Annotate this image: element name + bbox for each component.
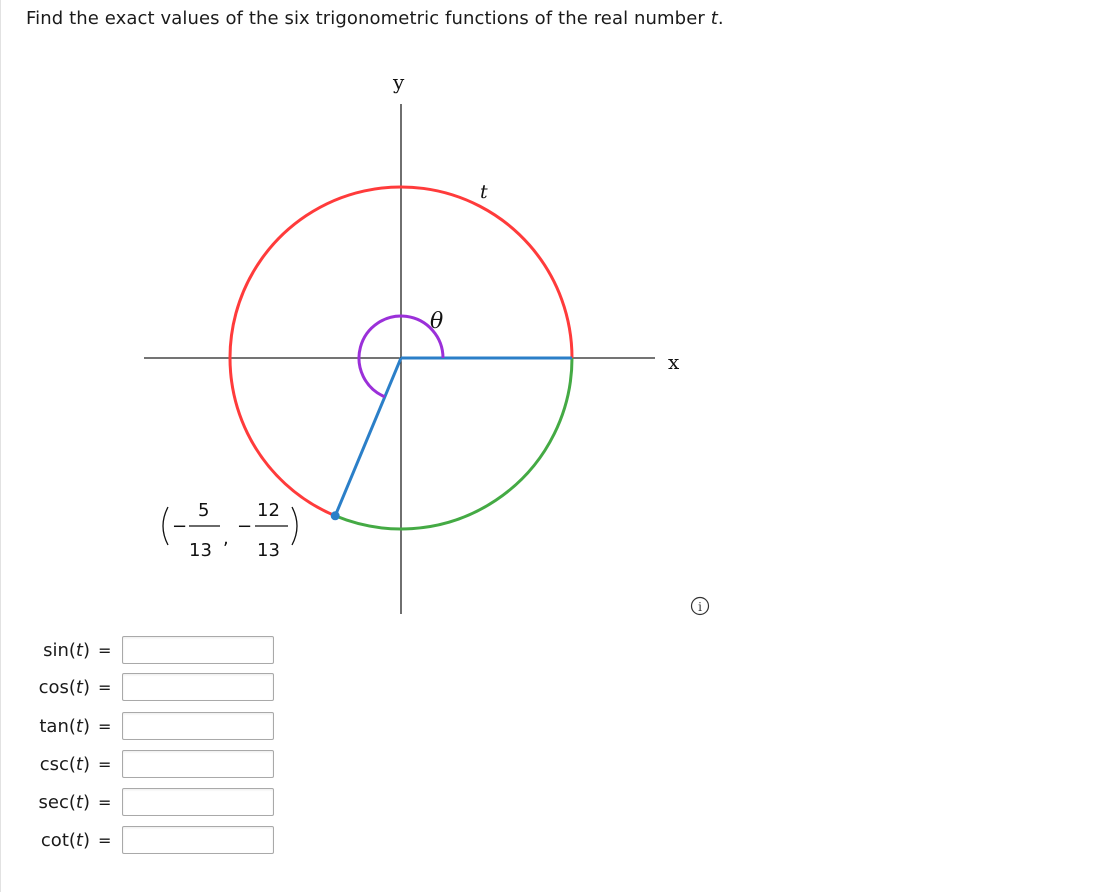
comma: , <box>223 528 229 549</box>
function-label: sec(t) <box>38 792 90 813</box>
answer-row-cos <box>0 673 300 703</box>
equals-sign: = <box>98 717 112 736</box>
info-icon[interactable] <box>690 596 710 616</box>
theta-label: θ <box>430 309 444 334</box>
terminal-ray <box>335 358 401 516</box>
x-numerator: 5 <box>198 500 210 521</box>
prompt-variable: t <box>710 8 718 29</box>
answer-row-csc <box>0 750 300 780</box>
answer-row-cot <box>0 826 300 856</box>
equals-sign: = <box>98 755 112 774</box>
function-label: sin(t) <box>43 640 90 661</box>
cot-answer-input[interactable] <box>122 826 274 854</box>
equals-sign: = <box>98 793 112 812</box>
left-paren <box>163 507 168 545</box>
answer-row-sin <box>0 636 300 666</box>
terminal-point <box>331 511 340 520</box>
right-paren <box>292 507 297 545</box>
point-coordinates <box>163 500 297 561</box>
x-denominator: 13 <box>189 540 212 561</box>
y-sign: − <box>237 516 253 537</box>
sin-answer-input[interactable] <box>122 636 274 664</box>
equals-sign: = <box>98 641 112 660</box>
equals-sign: = <box>98 831 112 850</box>
svg-text:i: i <box>698 600 702 614</box>
function-label: cot(t) <box>40 830 90 851</box>
cos-answer-input[interactable] <box>122 673 274 701</box>
answer-row-tan <box>0 712 300 742</box>
y-numerator: 12 <box>257 500 280 521</box>
x-sign: − <box>172 516 188 537</box>
y-denominator: 13 <box>257 540 280 561</box>
arc-label-t: t <box>480 181 488 203</box>
answer-row-sec <box>0 788 300 818</box>
y-axis-label: y <box>393 70 405 94</box>
sec-answer-input[interactable] <box>122 788 274 816</box>
csc-answer-input[interactable] <box>122 750 274 778</box>
prompt-text: Find the exact values of the six trigonometric functions of the real number <box>26 8 711 29</box>
function-label: csc(t) <box>39 754 90 775</box>
function-label: tan(t) <box>39 716 90 737</box>
x-axis-label: x <box>668 350 680 374</box>
arc-remaining <box>335 358 572 529</box>
tan-answer-input[interactable] <box>122 712 274 740</box>
equals-sign: = <box>98 678 112 697</box>
prompt-period: . <box>717 8 724 29</box>
function-label: cos(t) <box>38 677 90 698</box>
